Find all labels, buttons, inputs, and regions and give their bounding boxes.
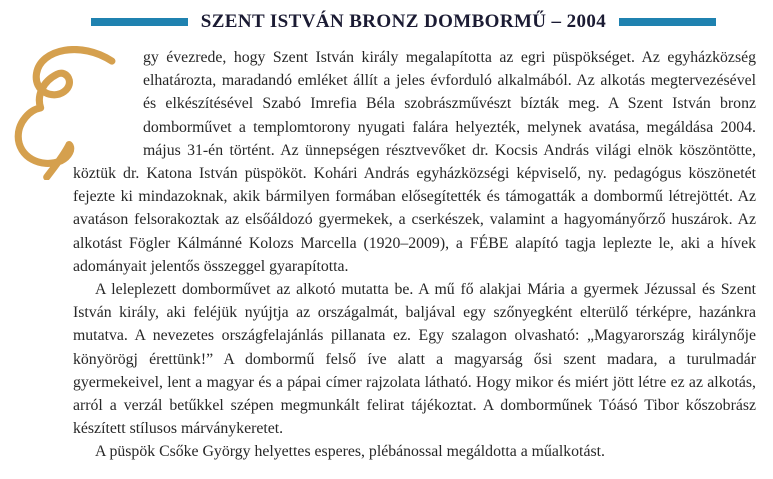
page-header — [34, 0, 773, 33]
paragraph-relief-description: A leleplezett domborművet az alkotó mutatta be. A mű fő alakjai Mária a gyermek Jézussal és Szent István király, aki feléjük nyújtja az országalmát, baljával egy szőnyegként elterülő térképre, hazánkra mutatva. A nevezetes országfelajánlás pillanata ez. Egy szalagon olvasható: „Magyarország királynője könyörögj érettünk!” A dombormű felső íve alatt a magyarság ősi szent madara, a turulmadár gyermekeivel, lent a magyar és a pápai címer rajzolata látható. Hogy mikor és miért jött létre ez az alkotás, arról a verzál betűkkel szépen megmunkált felirat tájékoztat. A domborműnek Tóásó Tibor kőszobrász készített stílusos márványkeretet. — [73, 281, 756, 438]
article-body — [73, 46, 756, 464]
title-divider-bar-right — [619, 18, 716, 26]
drop-cap-wrap-spacer — [73, 46, 143, 158]
title-divider-bar-left — [91, 18, 188, 26]
paragraph-blessing: A püspök Csőke György helyettes esperes, plébánossal megáldotta a műalkotást. — [95, 443, 605, 461]
paragraph-lead: gy évezrede, hogy Szent István király megalapította az egri püspökséget. Az egyházközség elhatározta, maradandó emléket állít a jeles évforduló alkalmából. Az alkotás megtervezésével és elkészítésével Szabó Imrefia Béla szobrászművészt bízták meg. A Szent István bronz domborművet a templomtorony nyugati falára helyezték, melynek avatása, megáldása 2004. május 31-én történt. Az ünnepségen résztvevőket dr. Kocsis András világi elnök köszöntötte, köztük dr. Katona István püspököt. Kohári András egyházközségi képviselő, ny. pedagógus köszönetét fejezte ki mindazoknak, akik bármilyen formában elősegítették és támogatták a dombormű létrejöttét. Az avatáson felsorakoztak az elsőáldozó gyermekek, a cserkészek, valamint a hagyományőrző huszárok. Az alkotást Fögler Kálmánné Kolozs Marcella (1920–2009), a FÉBE alapító tagja leplezte le, aki a hívek adományait jelentős összeggel gyarapította. — [73, 49, 756, 275]
page-title: SZENT ISTVÁN BRONZ DOMBORMŰ – 2004 — [200, 11, 607, 32]
